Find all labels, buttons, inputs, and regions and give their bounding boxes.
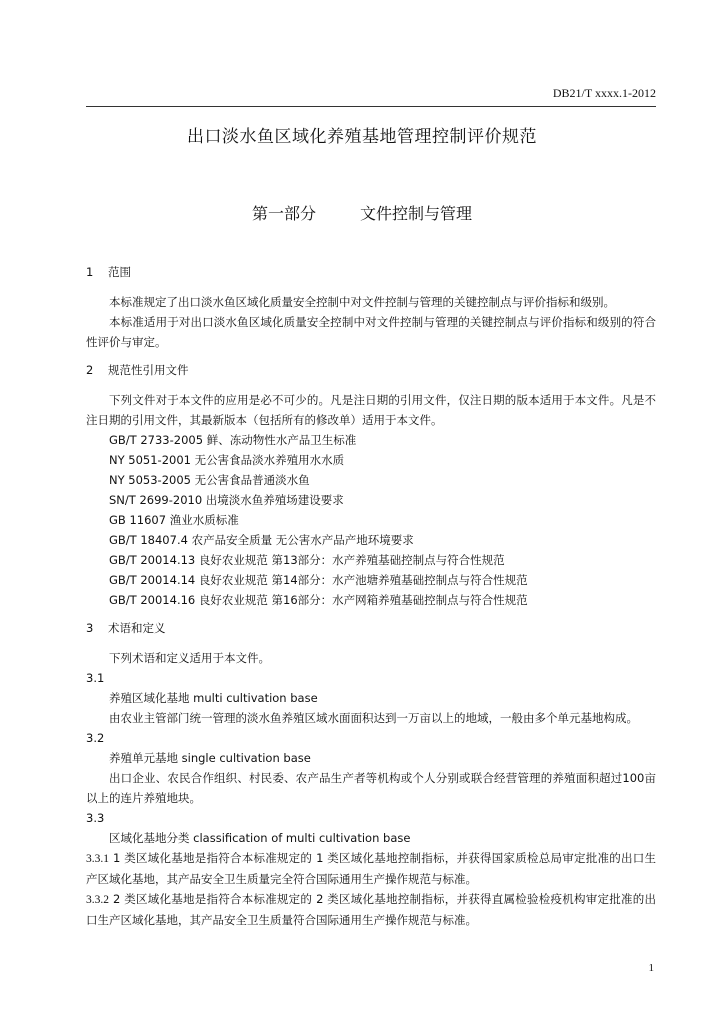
paragraph: 本标准规定了出口淡水鱼区域化质量安全控制中对文件控制与管理的关键控制点与评价指标和级别。 bbox=[109, 295, 615, 309]
sub-clause bbox=[86, 848, 656, 889]
sub-clause-text: 2 类区域化基地是指符合本标准规定的 2 类区域化基地控制指标，并获得直属检验检疫机构审定批准的出口生产区域化基地，其产品安全卫生质量符合国际通用生产操作规范与标准。 bbox=[86, 892, 656, 927]
part-label: 第一部分 bbox=[251, 204, 316, 223]
reference-item: GB/T 20014.14 良好农业规范 第14部分：水产池塘养殖基础控制点与符合性规范 bbox=[109, 573, 528, 587]
reference-item: GB/T 20014.13 良好农业规范 第13部分：水产养殖基础控制点与符合性规范 bbox=[109, 553, 505, 567]
reference-item: SN/T 2699-2010 出境淡水鱼养殖场建设要求 bbox=[109, 493, 344, 507]
part-title bbox=[0, 201, 724, 224]
section-title: 规范性引用文件 bbox=[108, 363, 189, 377]
document-title: 出口淡水鱼区域化养殖基地管理控制评价规范 bbox=[187, 127, 537, 147]
sub-clause bbox=[86, 889, 656, 930]
term-name: 养殖区域化基地 multi cultivation base bbox=[109, 691, 318, 705]
clause-number: 3.3 bbox=[86, 811, 105, 825]
reference-item: NY 5053-2005 无公害食品普通淡水鱼 bbox=[109, 473, 310, 487]
sub-clause-text: 1 类区域化基地是指符合本标准规定的 1 类区域化基地控制指标，并获得国家质检总局审定批准的出口生产区域化基地，其产品安全卫生质量完全符合国际通用生产操作规范与标准。 bbox=[86, 851, 656, 886]
reference-item: GB/T 18407.4 农产品安全质量 无公害水产品产地环境要求 bbox=[109, 533, 414, 547]
sub-clause-number: 3.3.2 bbox=[86, 894, 109, 906]
term-name: 养殖单元基地 single cultivation base bbox=[109, 751, 311, 765]
standard-code: DB21/T xxxx.1-2012 bbox=[552, 86, 656, 100]
section-heading bbox=[86, 262, 656, 282]
clause-number: 3.2 bbox=[86, 731, 105, 745]
paragraph: 本标准适用于对出口淡水鱼区域化质量安全控制中对文件控制与管理的关键控制点与评价指标和级别的符合性评价与审定。 bbox=[86, 315, 656, 349]
reference-item: GB 11607 渔业水质标准 bbox=[109, 513, 239, 527]
header-rule bbox=[86, 106, 656, 107]
section-number: 2 bbox=[86, 363, 94, 377]
term-definition: 出口企业、农民合作组织、村民委、农产品生产者等机构或个人分别或联合经营管理的养殖面积超过100亩以上的连片养殖地块。 bbox=[86, 771, 656, 805]
paragraph: 下列术语和定义适用于本文件。 bbox=[109, 651, 270, 665]
reference-item: GB/T 2733-2005 鲜、冻动物性水产品卫生标准 bbox=[109, 433, 357, 447]
document-body bbox=[86, 262, 656, 930]
sub-clause-number: 3.3.1 bbox=[86, 853, 109, 865]
term-name: 区域化基地分类 classification of multi cultivation base bbox=[109, 831, 411, 845]
section-number: 1 bbox=[86, 265, 94, 279]
section-number: 3 bbox=[86, 621, 94, 635]
section-heading bbox=[86, 360, 656, 380]
page-number: 1 bbox=[648, 962, 654, 974]
reference-item: NY 5051-2001 无公害食品淡水养殖用水水质 bbox=[109, 453, 345, 467]
section-title: 范围 bbox=[108, 265, 131, 279]
paragraph: 下列文件对于本文件的应用是必不可少的。凡是注日期的引用文件，仅注日期的版本适用于本文件。凡是不注日期的引用文件，其最新版本（包括所有的修改单）适用于本文件。 bbox=[86, 393, 656, 427]
section-title: 术语和定义 bbox=[108, 621, 166, 635]
section-heading bbox=[86, 618, 656, 638]
part-name: 文件控制与管理 bbox=[360, 204, 473, 223]
term-definition: 由农业主管部门统一管理的淡水鱼养殖区域水面面积达到一万亩以上的地域，一般由多个单元基地构成。 bbox=[109, 711, 638, 725]
clause-number: 3.1 bbox=[86, 671, 105, 685]
reference-item: GB/T 20014.16 良好农业规范 第16部分：水产网箱养殖基础控制点与符合性规范 bbox=[109, 593, 528, 607]
